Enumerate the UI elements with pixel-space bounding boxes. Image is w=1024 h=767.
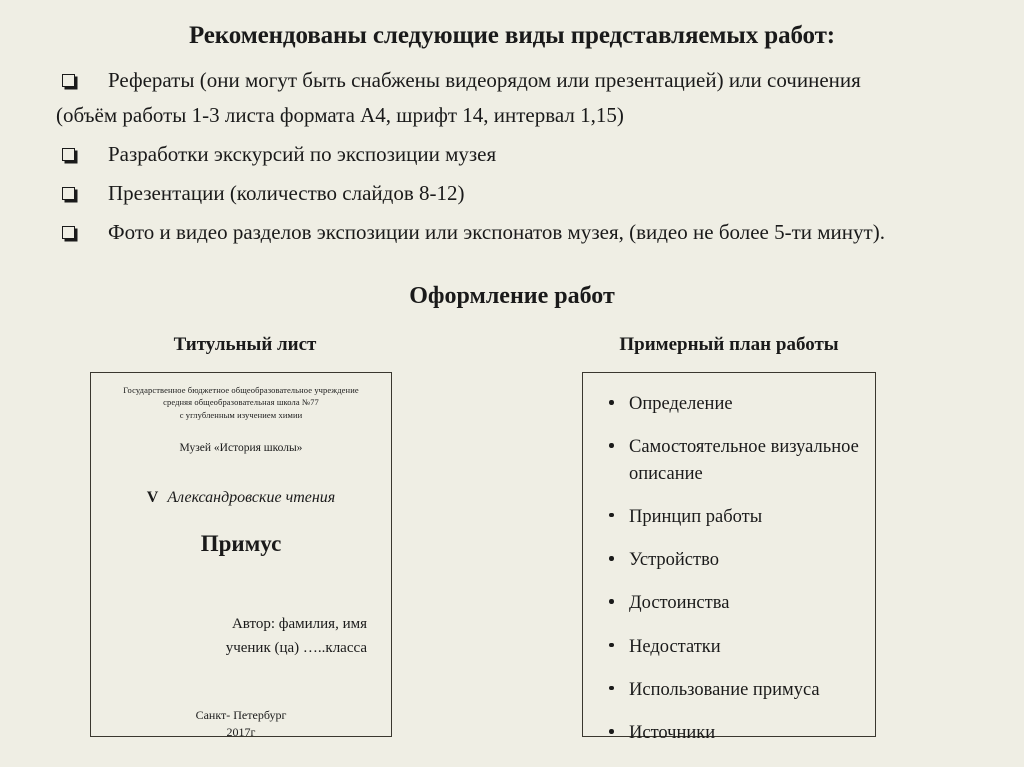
list-item — [597, 590, 865, 616]
list-item — [597, 634, 865, 660]
round-bullet-icon — [609, 643, 614, 648]
readings-name: Александровские чтения — [167, 488, 336, 506]
school-line-1: Государственное бюджетное общеобразовательное учреждение — [123, 385, 359, 395]
city-year-block — [101, 707, 381, 742]
list-item — [597, 391, 865, 417]
square-bullet-icon — [62, 187, 75, 200]
city-label: Санкт- Петербург — [195, 707, 287, 722]
round-bullet-icon — [609, 729, 614, 734]
list-item-label: Фото и видео разделов экспозиции или экспонатов музея, (видео не более 5-ти минут). — [108, 220, 885, 244]
readings-line — [101, 489, 381, 507]
list-item-label: Разработки экскурсий по экспозиции музея — [108, 142, 497, 166]
list-item — [597, 677, 865, 703]
list-item — [597, 504, 865, 530]
list-item — [597, 434, 865, 487]
school-line-3: с углубленным изучением химии — [179, 409, 303, 420]
list-item-label: Использование примуса — [629, 679, 820, 700]
list-item — [56, 222, 996, 243]
year-label: 2017г — [226, 725, 256, 740]
section-heading: Оформление работ — [409, 283, 615, 309]
author-block — [101, 612, 381, 660]
list-item-continuation: (объём работы 1-3 листа формата А4, шрифт 14, интервал 1,15) — [56, 103, 624, 127]
list-item — [56, 183, 996, 204]
round-bullet-icon — [609, 443, 614, 448]
list-item-label: Презентации (количество слайдов 8-12) — [108, 181, 465, 205]
page-title: Рекомендованы следующие виды представляемых работ: — [188, 22, 836, 49]
readings-numeral: V — [146, 488, 159, 506]
round-bullet-icon — [609, 513, 614, 518]
museum-name: Музей «История школы» — [179, 441, 303, 454]
title-page-caption: Титульный лист — [173, 334, 317, 355]
square-bullet-icon — [62, 226, 75, 239]
list-item-label: Принцип работы — [629, 506, 763, 527]
list-item-label: Источники — [629, 723, 716, 744]
round-bullet-icon — [609, 686, 614, 691]
list-item — [56, 144, 996, 165]
author-line-1: Автор: фамилия, имя — [231, 615, 367, 632]
list-item-label: Устройство — [629, 550, 719, 571]
round-bullet-icon — [609, 556, 614, 561]
round-bullet-icon — [609, 599, 614, 604]
school-line-2: средняя общеобразовательная школа №77 — [163, 397, 319, 408]
author-line-2: ученик (ца) …..класса — [225, 639, 367, 656]
work-plan-box — [582, 372, 876, 744]
list-item-label: Достоинства — [629, 593, 730, 614]
list-item — [597, 720, 865, 746]
requirements-list — [56, 70, 996, 261]
list-item-label: Рефераты (они могут быть снабжены видеорядом или презентацией) или сочинения — [108, 68, 861, 92]
round-bullet-icon — [609, 400, 614, 405]
list-item — [597, 547, 865, 573]
square-bullet-icon — [62, 148, 75, 161]
list-item-label: Самостоятельное визуальное описание — [629, 437, 859, 484]
square-bullet-icon — [62, 74, 75, 87]
title-page-example — [90, 372, 392, 740]
plan-caption: Примерный план работы — [619, 334, 839, 355]
school-header — [101, 384, 381, 421]
list-item — [56, 70, 996, 126]
list-item-label: Недостатки — [629, 636, 721, 657]
work-title: Примус — [200, 530, 282, 556]
list-item-label: Определение — [629, 394, 733, 414]
